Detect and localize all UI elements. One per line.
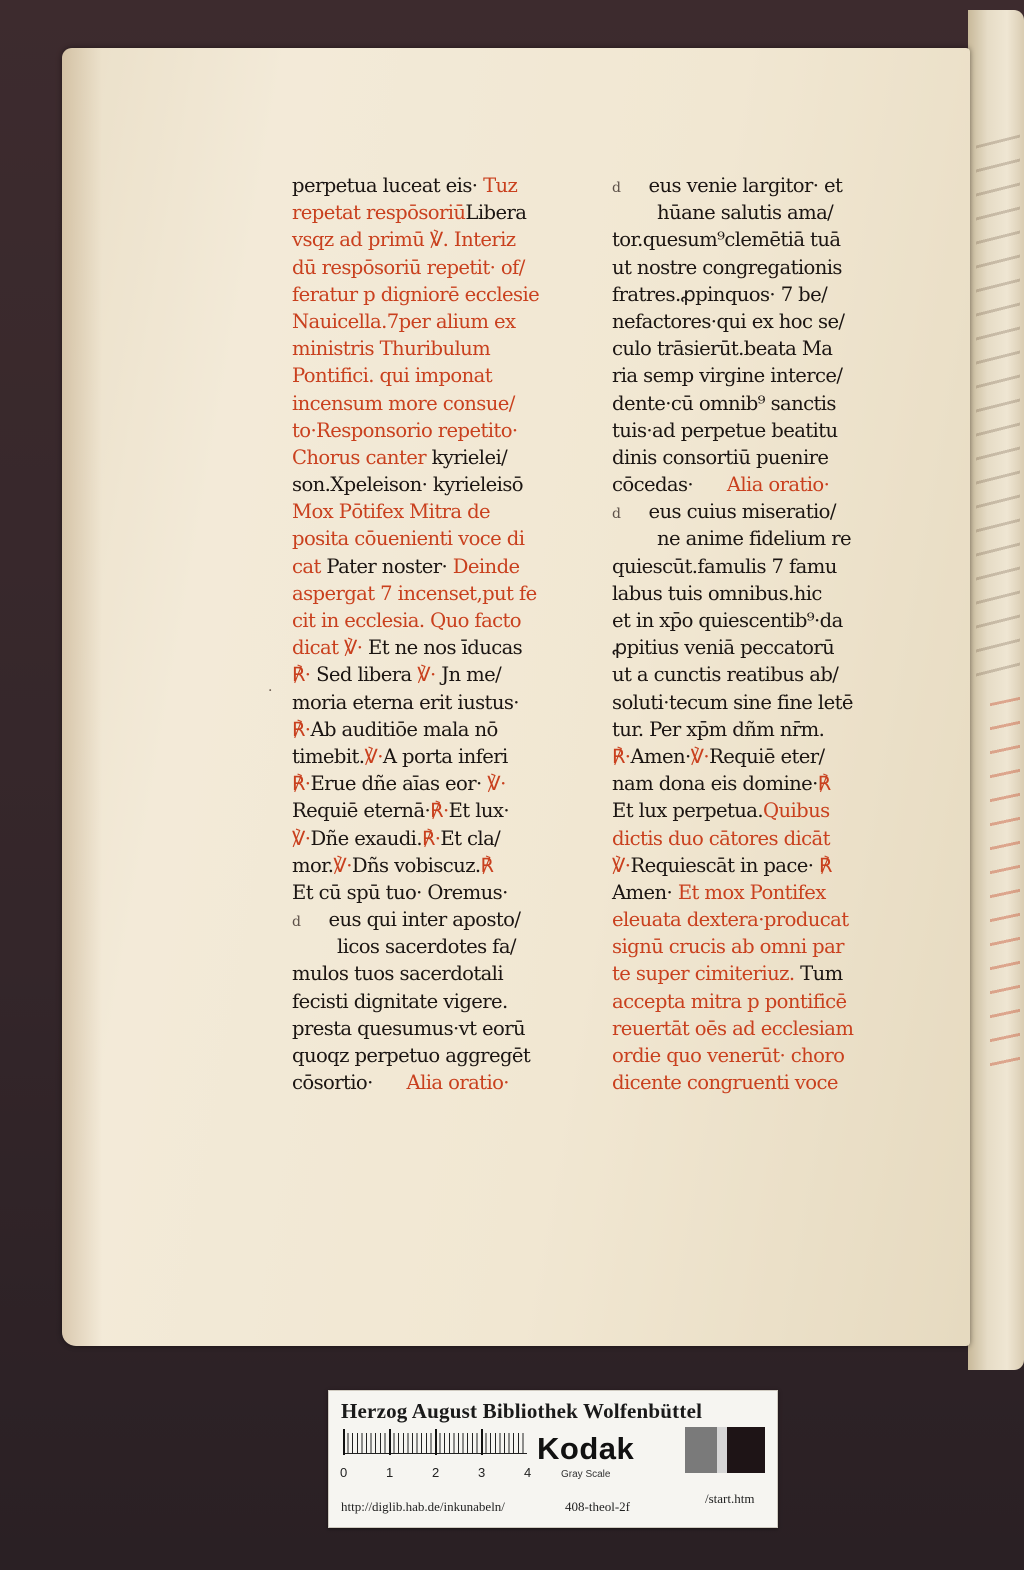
- text-line: [292, 716, 592, 743]
- text-line: [612, 716, 912, 743]
- page-edge-stain: [62, 48, 102, 1346]
- text-segment: culo trāsierūt.beata Ma: [612, 337, 833, 361]
- text-line: [612, 254, 912, 281]
- text-line: [612, 770, 912, 797]
- gray-swatch-dark: [727, 1427, 765, 1473]
- text-segment: soluti·tecum sine fine letē: [612, 690, 853, 714]
- guide-letter: d: [292, 914, 301, 931]
- text-segment: cōsortio·: [292, 1071, 407, 1095]
- text-column-left: [292, 172, 592, 1096]
- text-line: [612, 281, 912, 308]
- rubric-text: ℣·: [292, 826, 311, 850]
- rubric-text: Nauicella.7per alium ex: [292, 309, 516, 333]
- rubric-text: Mox Pōtifex Mitra de: [292, 500, 491, 524]
- rubric-text: ℣·: [612, 853, 631, 877]
- text-segment: Amen·: [612, 880, 678, 904]
- text-line: [292, 770, 592, 797]
- text-segment: Dñs vobiscuz.: [351, 853, 481, 877]
- guide-letter: d: [612, 180, 621, 196]
- text-segment: Dñe exaudi.: [310, 826, 422, 850]
- rubric-text: eleuata dextera·producat: [612, 908, 849, 932]
- rubric-text: ℣·: [417, 663, 442, 687]
- text-line: [612, 825, 912, 852]
- text-line: [612, 498, 912, 525]
- text-line: [292, 960, 592, 987]
- text-segment: Et lux·: [448, 799, 509, 823]
- text-segment: Requiē eter/: [709, 744, 825, 768]
- text-line: [292, 226, 592, 253]
- text-line: [292, 607, 592, 634]
- text-line: [292, 525, 592, 552]
- text-line: [612, 1015, 912, 1042]
- text-line: [292, 471, 592, 498]
- text-line: [292, 390, 592, 417]
- rubric-text: ℟: [480, 853, 494, 877]
- text-line: [292, 1042, 592, 1069]
- rubric-text: ℣·: [333, 853, 352, 877]
- text-line: [612, 960, 912, 987]
- text-segment: licos sacerdotes fa/: [292, 935, 516, 959]
- text-line: [612, 471, 912, 498]
- color-checker-card: [328, 1390, 778, 1528]
- text-segment: Et lux perpetua.: [612, 799, 764, 823]
- rubric-text: dicente congruenti voce: [612, 1071, 838, 1095]
- text-segment: Ab auditiōe mala nō: [310, 717, 498, 741]
- ruler-number: 2: [432, 1465, 440, 1480]
- text-segment: labus tuis omnibus.hic: [612, 581, 822, 605]
- text-line: [292, 172, 592, 199]
- text-line: [292, 879, 592, 906]
- text-segment: presta quesumus·vt eorū: [292, 1016, 526, 1040]
- text-line: [612, 988, 912, 1015]
- text-segment: nam dona eis domine·: [612, 772, 818, 796]
- kodak-logo: Kodak: [537, 1431, 635, 1466]
- text-segment: fecisti dignitate vigere.: [292, 989, 508, 1013]
- rubric-text: signū crucis ab omni par: [612, 935, 844, 959]
- rubric-text: posita cōuenienti voce di: [292, 527, 525, 551]
- rubric-text: cit in ecclesia. Quo facto: [292, 609, 522, 632]
- text-segment: Et cū spū tuo· Oremus·: [292, 880, 508, 904]
- url-base: http://diglib.hab.de/inkunabeln/: [341, 1499, 505, 1514]
- text-line: [292, 661, 592, 688]
- text-line: [292, 933, 592, 960]
- rubric-text: Pontifici. qui imponat: [292, 364, 492, 388]
- text-segment: Et cla/: [440, 826, 501, 850]
- text-line: [292, 906, 592, 933]
- rubric-text: dicat ℣·: [292, 636, 369, 660]
- text-segment: A porta inferi: [382, 744, 508, 768]
- rubric-text: reuertāt oēs ad ecclesiam: [612, 1016, 854, 1040]
- text-segment: moria eterna erit iustus·: [292, 690, 519, 714]
- text-line: [292, 797, 592, 824]
- rubric-text: ℟·: [612, 744, 631, 768]
- text-segment: Amen·: [630, 744, 691, 768]
- ruler-number: 0: [340, 1465, 348, 1480]
- text-segment: Et ne nos īducas: [368, 636, 523, 660]
- text-line: [612, 335, 912, 362]
- rubric-text: ℟·: [292, 717, 311, 741]
- rubric-text: ℟: [817, 772, 831, 796]
- text-segment: quiescūt.famulis 7 famu: [612, 554, 837, 578]
- rubric-text: dictis duo cātores dicāt: [612, 826, 830, 850]
- text-segment: Pater noster·: [326, 554, 453, 578]
- text-line: [292, 308, 592, 335]
- text-segment: dinis consortiū puenire: [612, 445, 829, 469]
- ruler-number: 4: [524, 1465, 532, 1480]
- rubric-text: Deinde: [452, 554, 520, 578]
- rubric-text: ℟·: [421, 826, 441, 850]
- url-id: 408-theol-2f: [565, 1499, 630, 1514]
- stray-ink-mark: ·: [268, 683, 273, 699]
- rubric-text: vsqz ad primū ℣. Interiz: [292, 228, 516, 252]
- rubric-text: dū respōsoriū repetit· of/: [292, 255, 525, 279]
- text-line: [292, 1069, 592, 1096]
- text-line: [612, 634, 912, 661]
- rubric-text: repetat respōsoriū: [292, 201, 466, 225]
- rubric-text: ℟: [819, 853, 832, 877]
- text-segment: mulos tuos sacerdotali: [292, 962, 504, 986]
- rubric-text: cat: [292, 554, 327, 578]
- text-line: [612, 661, 912, 688]
- next-leaf-rubric-lines: [990, 697, 1020, 1083]
- text-segment: fratres.ꝓpinquos· 7 be/: [612, 282, 828, 306]
- text-line: [612, 362, 912, 389]
- gray-swatch-mid: [685, 1427, 717, 1473]
- text-segment: tuis·ad perpetue beatitu: [612, 418, 838, 442]
- text-segment: eus venie largitor· et: [620, 174, 843, 197]
- text-line: [612, 390, 912, 417]
- rubric-text: ℣·: [364, 744, 383, 768]
- rubric-text: aspergat 7 incenset,put fe: [292, 581, 537, 605]
- rubric-text: Tuz: [483, 174, 518, 197]
- text-segment: et in xp̄o quiescentib⁹·da: [612, 609, 843, 632]
- text-segment: ꝓpitius veniā peccatorū: [612, 636, 835, 660]
- text-segment: ut nostre congregationis: [612, 255, 842, 279]
- text-line: [612, 689, 912, 716]
- rubric-text: ordie quo venerūt· choro: [612, 1044, 845, 1067]
- text-segment: mor.: [292, 853, 334, 877]
- rubric-text: Alia oratio·: [406, 1071, 509, 1095]
- text-segment: Requiē eternā·: [292, 799, 431, 823]
- text-line: [612, 797, 912, 824]
- next-leaf-text-lines: [976, 135, 1020, 686]
- text-segment: Libera: [465, 201, 527, 225]
- text-line: [292, 444, 592, 471]
- text-line: [612, 1069, 912, 1096]
- text-line: [292, 553, 592, 580]
- rubric-text: ℣·: [481, 772, 506, 796]
- text-segment: perpetua luceat eis·: [292, 174, 484, 197]
- text-line: [612, 525, 912, 552]
- text-segment: eus cuius miseratio/: [620, 500, 836, 524]
- text-line: [612, 906, 912, 933]
- text-line: [292, 689, 592, 716]
- text-line: [292, 281, 592, 308]
- text-line: [612, 553, 912, 580]
- text-line: [612, 199, 912, 226]
- rubric-text: feratur p digniorē ecclesie: [292, 282, 540, 306]
- text-line: [612, 879, 912, 906]
- text-line: [612, 308, 912, 335]
- rubric-text: Alia oratio·: [726, 473, 830, 497]
- rubric-text: incensum more consue/: [292, 391, 515, 415]
- text-line: [292, 417, 592, 444]
- text-line: [292, 988, 592, 1015]
- text-column-right: [612, 172, 912, 1096]
- text-line: [292, 634, 592, 661]
- rubric-text: te super cimiteriuz.: [612, 962, 801, 986]
- text-line: [612, 226, 912, 253]
- text-line: [612, 444, 912, 471]
- ruler-number: 1: [386, 1465, 394, 1480]
- rubric-text: Chorus canter: [292, 445, 432, 469]
- text-line: [292, 335, 592, 362]
- rubric-text: accepta mitra p pontificē: [612, 989, 847, 1013]
- text-segment: nefactores·qui ex hoc se/: [612, 309, 845, 333]
- gray-scale-label: Gray Scale: [561, 1469, 611, 1480]
- text-segment: timebit.: [292, 744, 365, 768]
- text-line: [292, 254, 592, 281]
- text-line: [292, 1015, 592, 1042]
- text-segment: Sed libera: [316, 663, 418, 687]
- text-line: [612, 172, 912, 199]
- text-line: [612, 417, 912, 444]
- text-segment: Jn me/: [441, 663, 502, 687]
- text-segment: dente·cū omnib⁹ sanctis: [612, 391, 836, 415]
- rubric-text: Et mox Pontifex: [677, 880, 826, 904]
- rubric-text: to·: [292, 418, 317, 442]
- text-segment: hūane salutis ama/: [612, 201, 834, 225]
- text-segment: quoqz perpetuo aggregēt: [292, 1044, 531, 1067]
- text-segment: ut a cunctis reatibus ab/: [612, 663, 839, 687]
- text-segment: kyrielei/: [431, 445, 508, 469]
- text-segment: ne anime fidelium re: [612, 527, 852, 551]
- text-segment: Requiescāt in pace·: [630, 853, 819, 877]
- url-page: /start.htm: [705, 1491, 755, 1506]
- text-line: [292, 498, 592, 525]
- library-name: Herzog August Bibliothek Wolfenbüttel: [341, 1399, 703, 1423]
- rubric-text: ℟·: [430, 799, 449, 823]
- text-segment: son.Xpeleison· kyrieleisō: [292, 473, 523, 497]
- text-line: [612, 852, 912, 879]
- text-line: [612, 607, 912, 634]
- text-line: [612, 580, 912, 607]
- rubric-text: ℣·: [690, 744, 710, 768]
- text-line: [292, 362, 592, 389]
- text-segment: tor.quesum⁹clemētiā tuā: [612, 228, 841, 252]
- text-segment: cōcedas·: [612, 473, 727, 497]
- text-line: [612, 1042, 912, 1069]
- text-segment: Erue dñe aīas eor·: [310, 772, 482, 796]
- rubric-text: ℟·: [292, 663, 317, 687]
- text-line: [292, 199, 592, 226]
- text-segment: Tum: [800, 962, 843, 986]
- ruler-major-ticks: [343, 1429, 527, 1455]
- text-line: [612, 743, 912, 770]
- guide-letter: d: [612, 506, 621, 523]
- rubric-text: ministris Thuribulum: [292, 337, 491, 361]
- gray-swatch-light: [717, 1427, 727, 1473]
- text-segment: eus qui inter aposto/: [300, 908, 521, 932]
- text-line: [292, 580, 592, 607]
- text-line: [612, 933, 912, 960]
- ruler-number: 3: [478, 1465, 486, 1480]
- text-segment: ria semp virgine interce/: [612, 364, 843, 388]
- text-line: [292, 825, 592, 852]
- text-line: [292, 852, 592, 879]
- rubric-text: Responsorio repetito·: [316, 418, 518, 442]
- rubric-text: ℟·: [292, 772, 311, 796]
- text-segment: tur. Per xp̄m dñm nr̄m.: [612, 717, 825, 741]
- text-line: [292, 743, 592, 770]
- rubric-text: Quibus: [763, 799, 830, 823]
